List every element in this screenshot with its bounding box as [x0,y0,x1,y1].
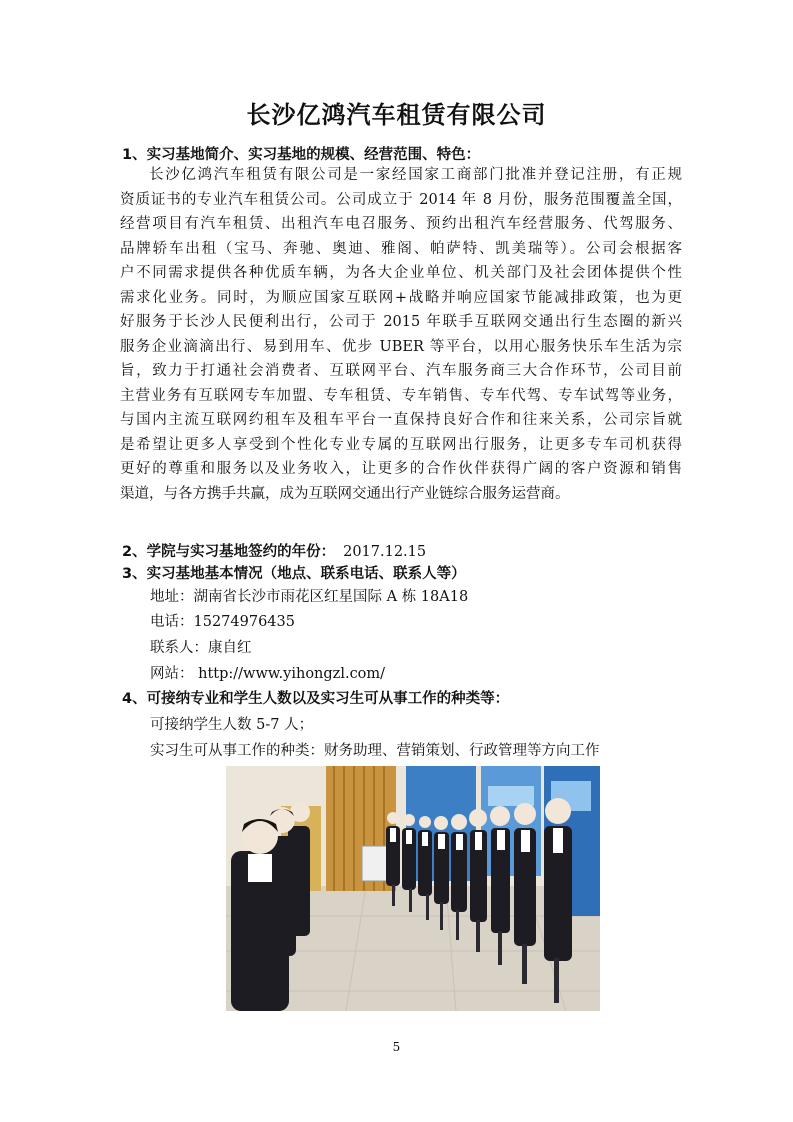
contact-line: 联系人：康自红 [150,640,252,656]
paragraph-line: 服务企业滴滴出行、易到用车、优步 UBER 等平台，以用心服务快乐车生活为宗 [120,338,682,355]
paragraph-line: 主营业务有互联网专车加盟、专车租赁、专车销售、专车代驾、专车试驾等业务， [120,387,682,404]
paragraph-line: 是希望让更多人享受到个性化专业专属的互联网出行服务，让更多专车司机获得 [120,436,682,453]
paragraph-line: 渠道，与各方携手共赢，成为互联网交通出行产业链综合服务运营商。 [120,485,570,502]
paragraph-line: 好服务于长沙人民便利出行，公司于 2015 年联手互联网交通出行生态圈的新兴 [120,314,682,330]
paragraph-line: 与国内主流互联网约租车及租车平台一直保持良好合作和往来关系，公司宗旨就 [120,412,682,428]
work-types-line: 实习生可从事工作的种类：财务助理、营销策划、行政管理等方向工作 [150,743,600,759]
paragraph-line: 资质证书的专业汽车租赁公司。公司成立于 2014 年 8 月份，服务范围覆盖全国， [120,191,682,208]
website-line: 网站： http://www.yihongzl.com/ [150,666,386,682]
group-photo-illustration [226,766,600,1011]
section1-paragraph [120,163,682,506]
paragraph-line: 更好的尊重和服务以及业务收入，让更多的合作伙伴获得广阔的客户资源和销售 [120,461,682,477]
section1-heading: 1、实习基地简介、实习基地的规模、经营范围、特色： [122,147,481,163]
section4-heading: 4、可接纳专业和学生人数以及实习生可从事工作的种类等： [122,691,510,707]
section2-heading-text: 2、学院与实习基地签约的年份： [122,544,336,560]
paragraph-line: 户不同需求提供各种优质车辆，为各大企业单位、机关部门及社会团体提供个性 [120,265,682,281]
section3-heading: 3、实习基地基本情况（地点、联系电话、联系人等） [122,566,466,582]
paragraph-line: 经营项目有汽车租赁、出租汽车电召服务、预约出租汽车经营服务、代驾服务、 [120,216,682,232]
phone-line: 电话：15274976435 [150,614,295,630]
capacity-line: 可接纳学生人数 5-7 人； [150,717,314,733]
paragraph-line: 旨，致力于打通社会消费者、互联网平台、汽车服务商三大合作环节，公司目前 [120,363,682,379]
paragraph-line: 需求化业务。同时，为顺应国家互联网+战略并响应国家节能减排政策，也为更 [120,289,682,306]
paragraph-line: 长沙亿鸿汽车租赁有限公司是一家经国家工商部门批准并登记注册，有正规 [149,167,682,183]
paragraph-line: 品牌轿车出租（宝马、奔驰、奥迪、雅阁、帕萨特、凯美瑞等）。公司会根据客 [120,240,682,257]
document-title: 长沙亿鸿汽车租赁有限公司 [246,101,547,129]
page-number: 5 [392,1040,401,1054]
section2-heading [122,540,682,564]
intern-group-photo [226,766,600,1011]
signing-date: 2017.12.15 [343,544,427,560]
address-line: 地址：湖南省长沙市雨花区红星国际 A 栋 18A18 [150,589,469,605]
